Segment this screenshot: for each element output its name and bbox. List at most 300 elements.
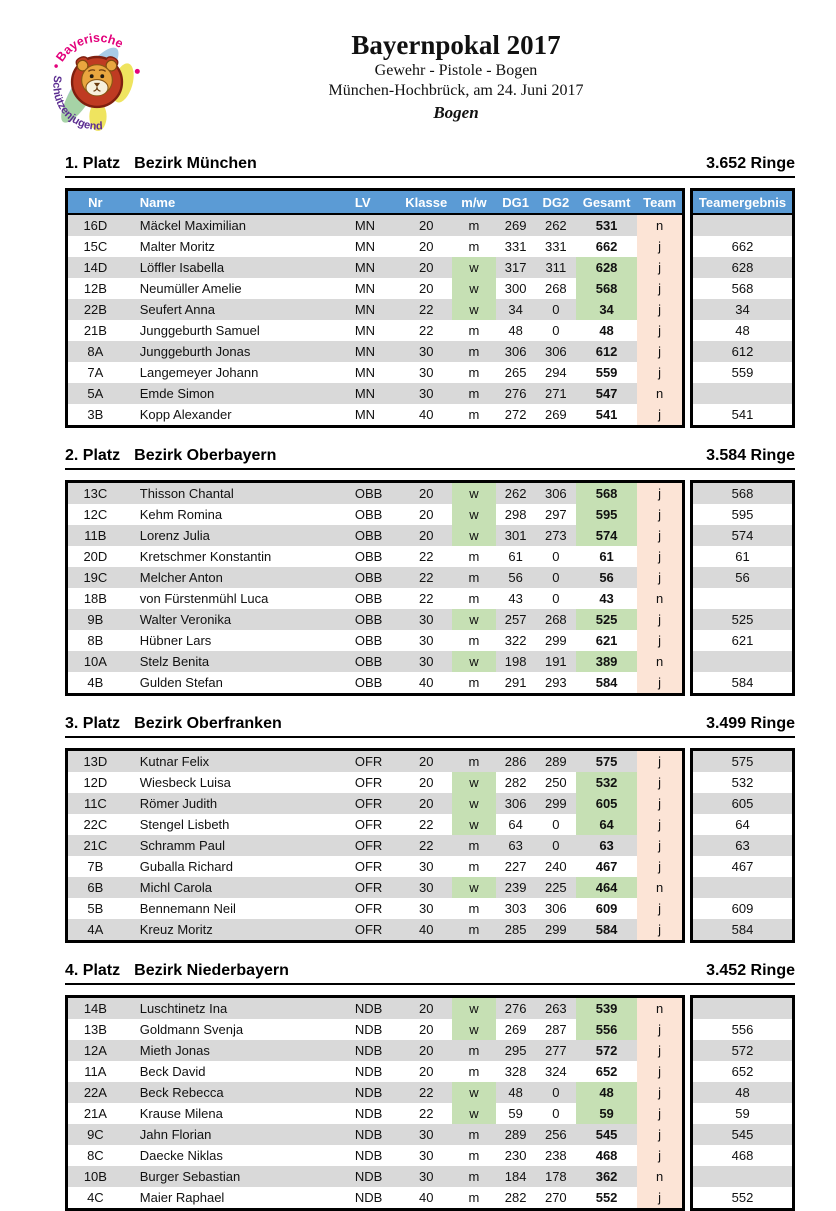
results-sections — [65, 155, 795, 1211]
cell-mw: m — [452, 856, 495, 877]
cell-klasse: 22 — [400, 546, 452, 567]
cell-nr: 6B — [67, 877, 123, 898]
cell-nr: 15C — [67, 236, 123, 257]
cell-klasse: 22 — [400, 1103, 452, 1124]
cell-mw: m — [452, 1187, 495, 1210]
cell-teamergebnis — [692, 383, 794, 404]
cell-team: j — [637, 856, 683, 877]
results-tables — [65, 995, 795, 1211]
cell-gesamt: 64 — [576, 814, 637, 835]
table-row — [67, 588, 684, 609]
cell-nr: 8C — [67, 1145, 123, 1166]
cell-nr: 4A — [67, 919, 123, 942]
cell-dg2: 240 — [536, 856, 576, 877]
cell-dg2: 0 — [536, 835, 576, 856]
cell-mw: m — [452, 341, 495, 362]
cell-name: Römer Judith — [123, 793, 346, 814]
cell-teamergebnis: 467 — [692, 856, 794, 877]
cell-name: Seufert Anna — [123, 299, 346, 320]
cell-gesamt: 34 — [576, 299, 637, 320]
cell-klasse: 30 — [400, 877, 452, 898]
cell-lv: OFR — [346, 793, 400, 814]
table-row — [67, 1040, 684, 1061]
cell-teamergebnis: 545 — [692, 1124, 794, 1145]
cell-name: Thisson Chantal — [123, 482, 346, 505]
cell-mw: m — [452, 236, 495, 257]
header-mw: m/w — [452, 190, 495, 215]
cell-name: Guballa Richard — [123, 856, 346, 877]
cell-name: von Fürstenmühl Luca — [123, 588, 346, 609]
cell-dg1: 328 — [496, 1061, 536, 1082]
cell-gesamt: 652 — [576, 1061, 637, 1082]
cell-dg2: 311 — [536, 257, 576, 278]
cell-team: n — [637, 214, 683, 236]
ringe-total: 3.584 Ringe — [706, 447, 795, 464]
cell-dg2: 331 — [536, 236, 576, 257]
cell-dg2: 273 — [536, 525, 576, 546]
cell-dg2: 256 — [536, 1124, 576, 1145]
cell-team: j — [637, 1019, 683, 1040]
cell-lv: NDB — [346, 1187, 400, 1210]
cell-nr: 7A — [67, 362, 123, 383]
cell-name: Schramm Paul — [123, 835, 346, 856]
cell-gesamt: 575 — [576, 750, 637, 773]
table-row — [692, 997, 794, 1020]
cell-team: j — [637, 1187, 683, 1210]
cell-team: j — [637, 919, 683, 942]
table-row — [692, 320, 794, 341]
cell-name: Stengel Lisbeth — [123, 814, 346, 835]
cell-klasse: 30 — [400, 383, 452, 404]
cell-lv: NDB — [346, 1040, 400, 1061]
cell-team: j — [637, 1082, 683, 1103]
header-gesamt: Gesamt — [576, 190, 637, 215]
cell-teamergebnis: 63 — [692, 835, 794, 856]
cell-dg1: 303 — [496, 898, 536, 919]
cell-mw: m — [452, 546, 495, 567]
cell-mw: m — [452, 404, 495, 427]
cell-team: j — [637, 504, 683, 525]
cell-lv: OBB — [346, 546, 400, 567]
table-row — [692, 567, 794, 588]
cell-nr: 16D — [67, 214, 123, 236]
table-row — [67, 1166, 684, 1187]
cell-teamergebnis: 552 — [692, 1187, 794, 1210]
header-team: Team — [637, 190, 683, 215]
cell-lv: MN — [346, 278, 400, 299]
cell-dg1: 317 — [496, 257, 536, 278]
cell-dg2: 225 — [536, 877, 576, 898]
cell-gesamt: 48 — [576, 1082, 637, 1103]
table-row — [692, 630, 794, 651]
cell-mw: w — [452, 793, 495, 814]
table-row — [67, 214, 684, 236]
cell-lv: OBB — [346, 504, 400, 525]
cell-team: j — [637, 299, 683, 320]
cell-lv: MN — [346, 404, 400, 427]
cell-klasse: 22 — [400, 567, 452, 588]
cell-dg2: 306 — [536, 341, 576, 362]
cell-team: j — [637, 672, 683, 695]
cell-dg2: 262 — [536, 214, 576, 236]
cell-klasse: 20 — [400, 997, 452, 1020]
cell-name: Stelz Benita — [123, 651, 346, 672]
table-row — [692, 214, 794, 236]
cell-dg1: 301 — [496, 525, 536, 546]
cell-name: Wiesbeck Luisa — [123, 772, 346, 793]
cell-lv: NDB — [346, 1103, 400, 1124]
cell-dg1: 230 — [496, 1145, 536, 1166]
header-klasse: Klasse — [400, 190, 452, 215]
cell-dg2: 238 — [536, 1145, 576, 1166]
cell-klasse: 22 — [400, 814, 452, 835]
cell-gesamt: 531 — [576, 214, 637, 236]
cell-name: Löffler Isabella — [123, 257, 346, 278]
table-row — [67, 1019, 684, 1040]
cell-lv: OFR — [346, 877, 400, 898]
cell-klasse: 30 — [400, 856, 452, 877]
section-heading — [65, 447, 795, 470]
cell-klasse: 30 — [400, 341, 452, 362]
cell-nr: 11B — [67, 525, 123, 546]
table-row — [692, 835, 794, 856]
cell-klasse: 20 — [400, 772, 452, 793]
cell-teamergebnis — [692, 651, 794, 672]
table-row — [692, 588, 794, 609]
cell-nr: 8B — [67, 630, 123, 651]
cell-dg1: 295 — [496, 1040, 536, 1061]
cell-gesamt: 609 — [576, 898, 637, 919]
cell-klasse: 30 — [400, 1124, 452, 1145]
cell-lv: NDB — [346, 1124, 400, 1145]
cell-name: Michl Carola — [123, 877, 346, 898]
cell-mw: w — [452, 609, 495, 630]
cell-team: j — [637, 320, 683, 341]
cell-team: j — [637, 278, 683, 299]
cell-name: Mieth Jonas — [123, 1040, 346, 1061]
cell-team: j — [637, 1124, 683, 1145]
cell-nr: 14D — [67, 257, 123, 278]
results-tables — [65, 188, 795, 428]
cell-dg2: 0 — [536, 1082, 576, 1103]
cell-mw: w — [452, 525, 495, 546]
cell-lv: OFR — [346, 919, 400, 942]
table-header-row — [67, 190, 684, 215]
cell-gesamt: 525 — [576, 609, 637, 630]
cell-dg1: 276 — [496, 997, 536, 1020]
cell-gesamt: 43 — [576, 588, 637, 609]
cell-klasse: 40 — [400, 672, 452, 695]
cell-klasse: 30 — [400, 1145, 452, 1166]
place-label: 3. Platz — [65, 715, 121, 732]
cell-gesamt: 56 — [576, 567, 637, 588]
cell-teamergebnis: 612 — [692, 341, 794, 362]
cell-nr: 4B — [67, 672, 123, 695]
header-lv: LV — [346, 190, 400, 215]
cell-dg2: 250 — [536, 772, 576, 793]
cell-klasse: 22 — [400, 320, 452, 341]
table-row — [67, 1082, 684, 1103]
cell-mw: m — [452, 320, 495, 341]
cell-lv: NDB — [346, 1145, 400, 1166]
table-row — [67, 856, 684, 877]
cell-klasse: 22 — [400, 588, 452, 609]
cell-name: Beck David — [123, 1061, 346, 1082]
table-row — [67, 898, 684, 919]
cell-mw: m — [452, 214, 495, 236]
cell-gesamt: 389 — [576, 651, 637, 672]
cell-name: Mäckel Maximilian — [123, 214, 346, 236]
table-row — [67, 609, 684, 630]
table-row — [67, 504, 684, 525]
cell-nr: 10A — [67, 651, 123, 672]
table-row — [67, 630, 684, 651]
cell-lv: NDB — [346, 997, 400, 1020]
cell-gesamt: 539 — [576, 997, 637, 1020]
table-row — [67, 482, 684, 505]
table-row — [67, 278, 684, 299]
cell-klasse: 20 — [400, 1061, 452, 1082]
cell-dg2: 0 — [536, 320, 576, 341]
cell-mw: w — [452, 814, 495, 835]
cell-name: Kopp Alexander — [123, 404, 346, 427]
cell-gesamt: 48 — [576, 320, 637, 341]
cell-teamergebnis: 575 — [692, 750, 794, 773]
cell-nr: 14B — [67, 997, 123, 1020]
cell-teamergebnis: 64 — [692, 814, 794, 835]
cell-lv: OBB — [346, 482, 400, 505]
cell-klasse: 22 — [400, 299, 452, 320]
cell-dg2: 268 — [536, 278, 576, 299]
table-row — [67, 383, 684, 404]
cell-name: Bennemann Neil — [123, 898, 346, 919]
cell-teamergebnis: 468 — [692, 1145, 794, 1166]
teamergebnis-table — [690, 995, 795, 1211]
cell-dg2: 277 — [536, 1040, 576, 1061]
cell-dg1: 48 — [496, 320, 536, 341]
cell-mw: w — [452, 997, 495, 1020]
header-nr: Nr — [67, 190, 123, 215]
cell-mw: w — [452, 1019, 495, 1040]
cell-dg2: 271 — [536, 383, 576, 404]
cell-dg2: 268 — [536, 609, 576, 630]
table-row — [692, 525, 794, 546]
cell-nr: 13C — [67, 482, 123, 505]
cell-dg1: 239 — [496, 877, 536, 898]
table-row — [692, 750, 794, 773]
table-row — [692, 546, 794, 567]
cell-teamergebnis: 595 — [692, 504, 794, 525]
cell-team: j — [637, 609, 683, 630]
cell-teamergebnis: 34 — [692, 299, 794, 320]
svg-text:Schützenjugend: Schützenjugend — [50, 74, 104, 133]
cell-teamergebnis: 609 — [692, 898, 794, 919]
teamergebnis-table — [690, 748, 795, 943]
cell-gesamt: 541 — [576, 404, 637, 427]
header-teamergebnis: Teamergebnis — [692, 190, 794, 215]
cell-dg1: 61 — [496, 546, 536, 567]
cell-klasse: 20 — [400, 482, 452, 505]
cell-dg1: 63 — [496, 835, 536, 856]
cell-lv: MN — [346, 341, 400, 362]
cell-teamergebnis: 662 — [692, 236, 794, 257]
cell-mw: w — [452, 877, 495, 898]
cell-team: j — [637, 793, 683, 814]
results-table — [65, 480, 685, 696]
cell-team: j — [637, 525, 683, 546]
table-row — [692, 672, 794, 695]
table-row — [692, 919, 794, 942]
cell-lv: OFR — [346, 856, 400, 877]
cell-dg1: 282 — [496, 1187, 536, 1210]
cell-gesamt: 595 — [576, 504, 637, 525]
cell-teamergebnis: 59 — [692, 1103, 794, 1124]
cell-dg2: 324 — [536, 1061, 576, 1082]
cell-lv: OBB — [346, 567, 400, 588]
table-row — [692, 404, 794, 427]
cell-mw: w — [452, 299, 495, 320]
cell-dg2: 293 — [536, 672, 576, 695]
cell-dg1: 322 — [496, 630, 536, 651]
cell-teamergebnis: 584 — [692, 919, 794, 942]
teamergebnis-table — [690, 188, 795, 428]
cell-teamergebnis: 572 — [692, 1040, 794, 1061]
document-header — [49, 0, 795, 148]
cell-teamergebnis: 628 — [692, 257, 794, 278]
cell-gesamt: 612 — [576, 341, 637, 362]
cell-dg2: 0 — [536, 546, 576, 567]
cell-team: j — [637, 404, 683, 427]
table-row — [692, 383, 794, 404]
cell-dg1: 298 — [496, 504, 536, 525]
cell-klasse: 40 — [400, 1187, 452, 1210]
cell-dg1: 59 — [496, 1103, 536, 1124]
cell-dg1: 265 — [496, 362, 536, 383]
cell-nr: 22A — [67, 1082, 123, 1103]
cell-lv: OBB — [346, 672, 400, 695]
disciplines-subtitle: Gewehr - Pistole - Bogen — [374, 62, 538, 79]
cell-gesamt: 61 — [576, 546, 637, 567]
table-row — [692, 1103, 794, 1124]
cell-nr: 9C — [67, 1124, 123, 1145]
cell-teamergebnis: 568 — [692, 482, 794, 505]
cell-klasse: 30 — [400, 630, 452, 651]
cell-klasse: 40 — [400, 404, 452, 427]
cell-klasse: 20 — [400, 236, 452, 257]
cell-dg1: 331 — [496, 236, 536, 257]
cell-klasse: 20 — [400, 278, 452, 299]
results-table — [65, 995, 685, 1211]
cell-dg2: 0 — [536, 814, 576, 835]
cell-name: Melcher Anton — [123, 567, 346, 588]
cell-nr: 9B — [67, 609, 123, 630]
cell-lv: OFR — [346, 750, 400, 773]
cell-name: Lorenz Julia — [123, 525, 346, 546]
table-row — [67, 320, 684, 341]
cell-teamergebnis — [692, 1166, 794, 1187]
header-dg2: DG2 — [536, 190, 576, 215]
cell-teamergebnis — [692, 214, 794, 236]
cell-nr: 13D — [67, 750, 123, 773]
cell-gesamt: 552 — [576, 1187, 637, 1210]
cell-mw: m — [452, 630, 495, 651]
cell-mw: m — [452, 362, 495, 383]
cell-dg1: 289 — [496, 1124, 536, 1145]
cell-dg1: 56 — [496, 567, 536, 588]
cell-team: j — [637, 257, 683, 278]
cell-dg1: 184 — [496, 1166, 536, 1187]
table-row — [692, 772, 794, 793]
cell-dg2: 289 — [536, 750, 576, 773]
table-row — [67, 546, 684, 567]
cell-nr: 21A — [67, 1103, 123, 1124]
cell-nr: 12D — [67, 772, 123, 793]
cell-gesamt: 574 — [576, 525, 637, 546]
cell-dg2: 297 — [536, 504, 576, 525]
cell-dg1: 272 — [496, 404, 536, 427]
cell-lv: MN — [346, 236, 400, 257]
table-row — [692, 651, 794, 672]
cell-name: Kreuz Moritz — [123, 919, 346, 942]
cell-dg1: 291 — [496, 672, 536, 695]
cell-dg1: 43 — [496, 588, 536, 609]
cell-lv: NDB — [346, 1166, 400, 1187]
cell-team: j — [637, 362, 683, 383]
table-row — [67, 877, 684, 898]
cell-nr: 12A — [67, 1040, 123, 1061]
bezirk-label: Bezirk Oberfranken — [134, 715, 282, 732]
cell-dg2: 287 — [536, 1019, 576, 1040]
table-row — [67, 750, 684, 773]
cell-mw: w — [452, 278, 495, 299]
cell-mw: w — [452, 772, 495, 793]
cell-lv: OBB — [346, 525, 400, 546]
results-table — [65, 188, 685, 428]
cell-nr: 21B — [67, 320, 123, 341]
cell-dg1: 306 — [496, 341, 536, 362]
table-row — [67, 299, 684, 320]
cell-dg1: 306 — [496, 793, 536, 814]
cell-nr: 22C — [67, 814, 123, 835]
table-row — [692, 609, 794, 630]
cell-nr: 11C — [67, 793, 123, 814]
cell-name: Walter Veronika — [123, 609, 346, 630]
cell-teamergebnis: 556 — [692, 1019, 794, 1040]
table-row — [67, 1145, 684, 1166]
teamergebnis-table — [690, 480, 795, 696]
cell-dg2: 306 — [536, 482, 576, 505]
cell-nr: 12C — [67, 504, 123, 525]
cell-mw: w — [452, 1103, 495, 1124]
cell-mw: w — [452, 651, 495, 672]
cell-lv: OBB — [346, 630, 400, 651]
bezirk-label: Bezirk Niederbayern — [134, 962, 289, 979]
cell-dg1: 48 — [496, 1082, 536, 1103]
cell-teamergebnis: 61 — [692, 546, 794, 567]
table-row — [67, 525, 684, 546]
cell-mw: m — [452, 383, 495, 404]
cell-mw: w — [452, 1082, 495, 1103]
cell-teamergebnis — [692, 588, 794, 609]
table-row — [67, 651, 684, 672]
cell-team: n — [637, 651, 683, 672]
cell-mw: m — [452, 1124, 495, 1145]
cell-team: j — [637, 630, 683, 651]
cell-name: Kehm Romina — [123, 504, 346, 525]
cell-mw: m — [452, 567, 495, 588]
cell-name: Kutnar Felix — [123, 750, 346, 773]
cell-mw: m — [452, 1040, 495, 1061]
